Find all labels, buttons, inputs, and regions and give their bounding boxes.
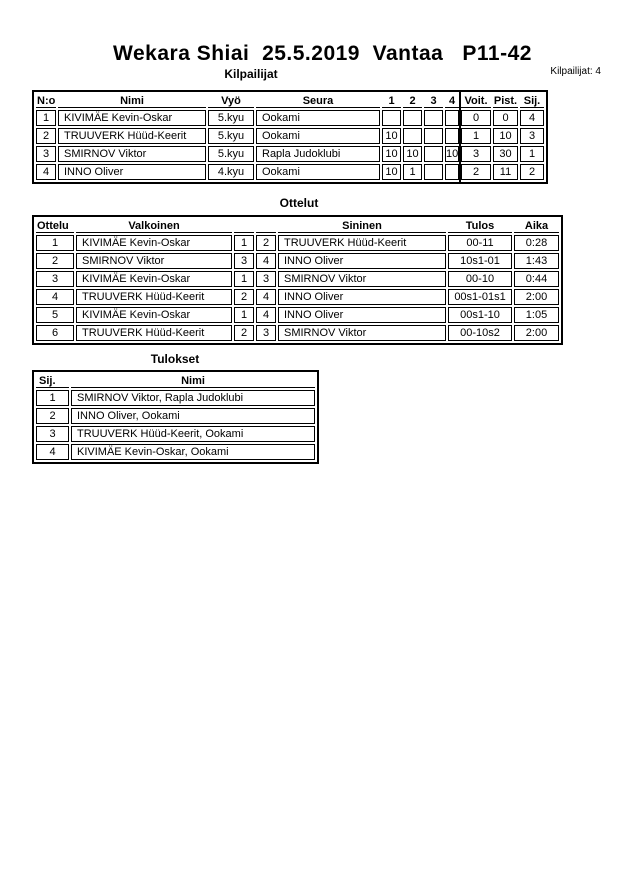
competitor-points: 30 [493, 146, 518, 162]
col-wins: Voit. [461, 94, 491, 108]
round-4-score [445, 164, 459, 180]
col-match: Ottelu [36, 219, 74, 233]
col-r2: 2 [403, 94, 422, 108]
col-place: Sij. [520, 94, 544, 108]
competitor-club: Ookami [256, 110, 380, 126]
competitors-table [32, 90, 548, 184]
white-player: TRUUVERK Hüüd-Keerit [76, 289, 232, 305]
white-player: KIVIMÄE Kevin-Oskar [76, 271, 232, 287]
match-result: 00-10s2 [448, 325, 512, 341]
competitor-row [36, 164, 544, 180]
result-place: 1 [36, 390, 69, 406]
competitor-points: 10 [493, 128, 518, 144]
result-row [36, 426, 315, 442]
round-1-score: 10 [382, 164, 401, 180]
blue-player-no: 4 [256, 307, 276, 323]
competitors-table-wrap [32, 90, 548, 184]
competitor-club: Ookami [256, 128, 380, 144]
results-header-row [36, 374, 315, 388]
match-row [36, 271, 559, 287]
competitor-club: Rapla Judoklubi [256, 146, 380, 162]
result-row [36, 444, 315, 460]
matches-table-wrap [32, 215, 563, 345]
competitors-count: Kilpailijat: 4 [550, 66, 601, 77]
blue-player: SMIRNOV Viktor [278, 271, 446, 287]
competitors-section-title: Kilpailijat [224, 67, 278, 81]
competitor-place: 1 [520, 146, 544, 162]
competitor-belt: 5.kyu [208, 110, 254, 126]
blue-player-no: 4 [256, 253, 276, 269]
white-player-no: 2 [234, 289, 254, 305]
competitor-belt: 4.kyu [208, 164, 254, 180]
result-row [36, 408, 315, 424]
round-2-score [403, 128, 422, 144]
round-2-score: 10 [403, 146, 422, 162]
round-1-score: 10 [382, 128, 401, 144]
match-result: 00s1-10 [448, 307, 512, 323]
match-time: 0:44 [514, 271, 559, 287]
col-r3: 3 [424, 94, 443, 108]
blue-player: SMIRNOV Viktor [278, 325, 446, 341]
result-row [36, 390, 315, 406]
col-white: Valkoinen [76, 219, 232, 233]
results-table-wrap [32, 370, 319, 464]
match-no: 1 [36, 235, 74, 251]
blue-player-no: 3 [256, 271, 276, 287]
blue-player-no: 3 [256, 325, 276, 341]
blue-player: TRUUVERK Hüüd-Keerit [278, 235, 446, 251]
round-2-score [403, 110, 422, 126]
competitor-wins: 1 [461, 128, 491, 144]
match-time: 2:00 [514, 289, 559, 305]
match-row [36, 325, 559, 341]
white-player-no: 2 [234, 325, 254, 341]
blue-player-no: 2 [256, 235, 276, 251]
col-white-no [234, 219, 254, 233]
round-4-score [445, 128, 459, 144]
competitor-belt: 5.kyu [208, 128, 254, 144]
competitor-place: 3 [520, 128, 544, 144]
blue-player: INNO Oliver [278, 307, 446, 323]
white-player-no: 1 [234, 307, 254, 323]
white-player: SMIRNOV Viktor [76, 253, 232, 269]
competitor-club: Ookami [256, 164, 380, 180]
result-place: 4 [36, 444, 69, 460]
white-player: KIVIMÄE Kevin-Oskar [76, 307, 232, 323]
match-time: 1:05 [514, 307, 559, 323]
competitor-points: 11 [493, 164, 518, 180]
white-player-no: 1 [234, 235, 254, 251]
match-no: 6 [36, 325, 74, 341]
result-name: SMIRNOV Viktor, Rapla Judoklubi [71, 390, 315, 406]
match-row [36, 289, 559, 305]
match-row [36, 235, 559, 251]
round-3-score [424, 110, 443, 126]
white-player-no: 1 [234, 271, 254, 287]
competitor-row [36, 128, 544, 144]
col-points: Pist. [493, 94, 518, 107]
page-title: Wekara Shiai 25.5.2019 Vantaa P11-42 [113, 42, 532, 65]
blue-player: INNO Oliver [278, 289, 446, 305]
match-time: 2:00 [514, 325, 559, 341]
results-section-title: Tulokset [150, 352, 200, 366]
col-club: Seura [256, 94, 380, 108]
col-no: N:o [37, 94, 56, 107]
col-blue-no [256, 219, 276, 233]
competitor-wins: 3 [461, 146, 491, 162]
col-r4: 4 [445, 94, 459, 108]
result-name: KIVIMÄE Kevin-Oskar, Ookami [71, 444, 315, 460]
competitor-name: TRUUVERK Hüüd-Keerit [58, 128, 206, 144]
competitor-row [36, 146, 544, 162]
match-result: 00-11 [448, 235, 512, 251]
competitor-wins: 0 [461, 110, 491, 126]
competitor-points: 0 [493, 110, 518, 126]
round-1-score: 10 [382, 146, 401, 162]
white-player: TRUUVERK Hüüd-Keerit [76, 325, 232, 341]
matches-table [32, 215, 563, 345]
match-no: 4 [36, 289, 74, 305]
match-result: 10s1-01 [448, 253, 512, 269]
match-result: 00s1-01s1 [448, 289, 512, 305]
competitor-row [36, 110, 544, 126]
round-1-score [382, 110, 401, 126]
col-name: Nimi [71, 374, 315, 388]
blue-player-no: 4 [256, 289, 276, 305]
col-r1: 1 [382, 94, 401, 108]
round-3-score [424, 164, 443, 180]
col-time: Aika [514, 219, 559, 233]
competitor-place: 4 [520, 110, 544, 126]
match-time: 1:43 [514, 253, 559, 269]
match-time: 0:28 [514, 235, 559, 251]
competitor-no: 2 [36, 128, 56, 144]
competitor-no: 1 [36, 110, 56, 126]
result-name: INNO Oliver, Ookami [71, 408, 315, 424]
col-place: Sij. [36, 374, 69, 388]
white-player-no: 3 [234, 253, 254, 269]
result-place: 3 [36, 426, 69, 442]
competitor-belt: 5.kyu [208, 146, 254, 162]
competitor-place: 2 [520, 164, 544, 180]
blue-player: INNO Oliver [278, 253, 446, 269]
round-3-score [424, 128, 443, 144]
round-4-score: 10 [446, 148, 459, 160]
competitors-header-row [36, 94, 544, 108]
match-row [36, 253, 559, 269]
result-place: 2 [36, 408, 69, 424]
competitor-name: SMIRNOV Viktor [58, 146, 206, 162]
competitor-no: 3 [36, 146, 56, 162]
competitor-name: KIVIMÄE Kevin-Oskar [58, 110, 206, 126]
match-result: 00-10 [448, 271, 512, 287]
round-3-score [424, 146, 443, 162]
results-table [32, 370, 319, 464]
result-name: TRUUVERK Hüüd-Keerit, Ookami [71, 426, 315, 442]
round-4-score [445, 110, 459, 126]
round-2-score: 1 [403, 164, 422, 180]
match-no: 3 [36, 271, 74, 287]
col-belt: Vyö [208, 94, 254, 108]
match-row [36, 307, 559, 323]
white-player: KIVIMÄE Kevin-Oskar [76, 235, 232, 251]
col-blue: Sininen [278, 219, 446, 233]
matches-header-row [36, 219, 559, 233]
competitor-wins: 2 [461, 164, 491, 180]
match-no: 5 [36, 307, 74, 323]
match-no: 2 [36, 253, 74, 269]
col-result: Tulos [448, 219, 512, 233]
col-name: Nimi [58, 94, 206, 108]
matches-section-title: Ottelut [279, 196, 319, 210]
competitor-name: INNO Oliver [58, 164, 206, 180]
competitor-no: 4 [36, 164, 56, 180]
